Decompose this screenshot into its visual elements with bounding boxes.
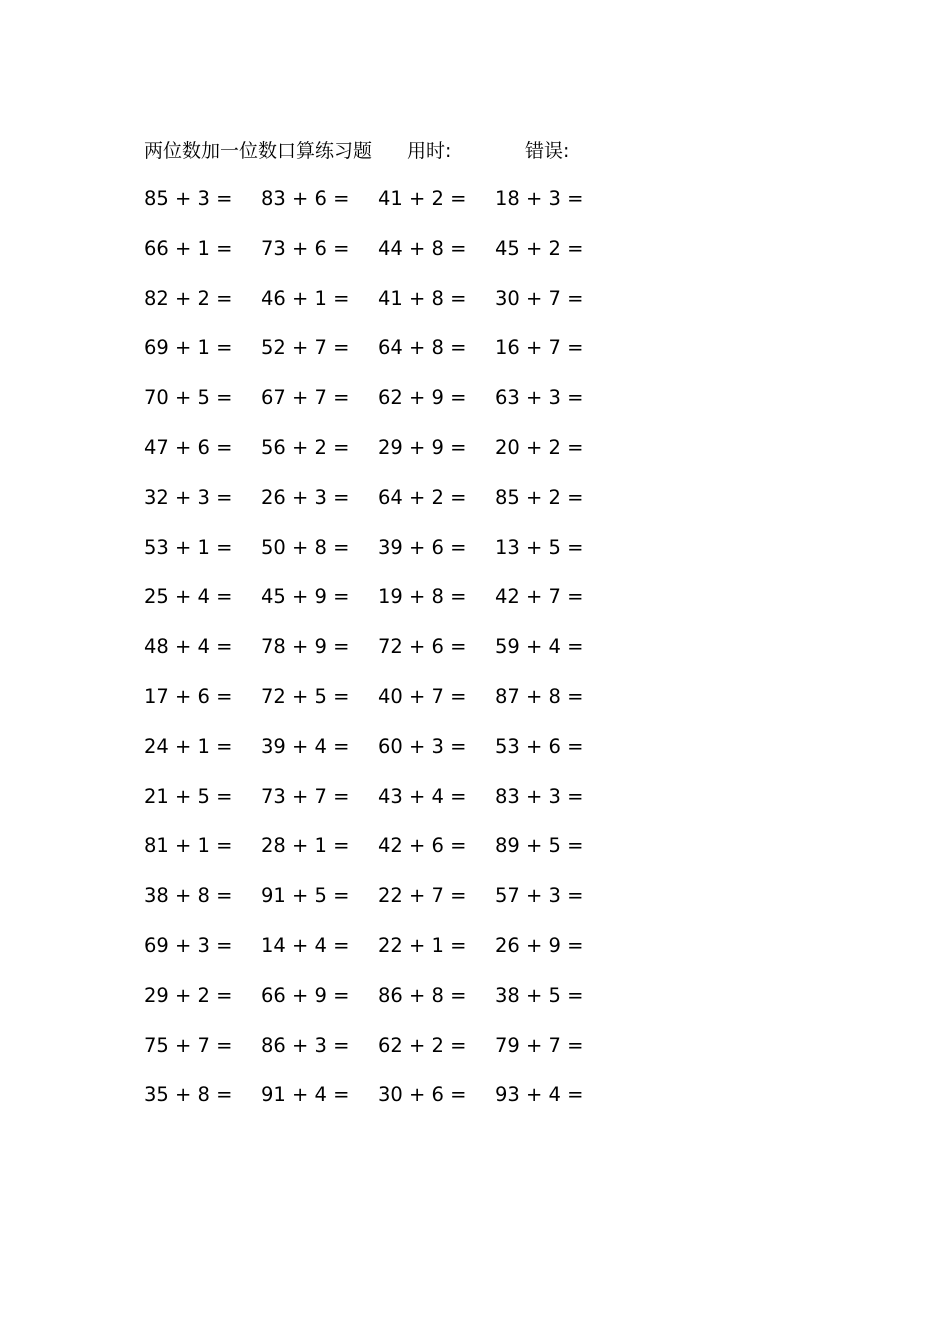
problem-row	[144, 933, 624, 983]
problem-row	[144, 186, 624, 236]
problem-item: 66 + 9 =	[261, 983, 350, 1007]
problem-item: 13 + 5 =	[495, 535, 584, 559]
problem-item: 60 + 3 =	[378, 734, 467, 758]
problem-item: 41 + 2 =	[378, 187, 467, 210]
problem-item: 73 + 6 =	[261, 236, 350, 260]
problem-item: 57 + 3 =	[495, 884, 584, 908]
problem-item: 53 + 6 =	[495, 734, 584, 758]
problem-item: 16 + 7 =	[495, 336, 584, 360]
problem-item: 69 + 1 =	[144, 336, 233, 360]
problem-item: 45 + 2 =	[495, 236, 584, 260]
problem-item: 43 + 4 =	[378, 784, 467, 808]
problem-row	[144, 535, 624, 585]
problem-row	[144, 335, 624, 385]
problem-item: 35 + 8 =	[144, 1083, 233, 1107]
problem-item: 42 + 6 =	[378, 834, 467, 858]
problem-row	[144, 1082, 624, 1132]
problem-item: 26 + 3 =	[261, 485, 350, 509]
problem-item: 28 + 1 =	[261, 834, 350, 858]
problem-item: 64 + 2 =	[378, 485, 467, 509]
problem-grid	[144, 186, 624, 1132]
problem-item: 62 + 2 =	[378, 1033, 467, 1057]
problem-item: 48 + 4 =	[144, 635, 233, 659]
page-title: 两位数加一位数口算练习题	[144, 140, 373, 162]
problem-item: 22 + 1 =	[378, 933, 467, 957]
problem-item: 38 + 5 =	[495, 983, 584, 1007]
problem-item: 26 + 9 =	[495, 933, 584, 957]
problem-item: 75 + 7 =	[144, 1033, 233, 1057]
problem-item: 39 + 6 =	[378, 535, 467, 559]
problem-row	[144, 385, 624, 435]
problem-item: 91 + 5 =	[261, 884, 350, 908]
problem-item: 72 + 5 =	[261, 684, 350, 708]
problem-item: 24 + 1 =	[144, 734, 233, 758]
problem-item: 21 + 5 =	[144, 784, 233, 808]
problem-row	[144, 833, 624, 883]
problem-item: 29 + 2 =	[144, 983, 233, 1007]
time-label: 用时:	[407, 140, 452, 162]
problem-item: 41 + 8 =	[378, 286, 467, 310]
problem-item: 53 + 1 =	[144, 535, 233, 559]
problem-item: 87 + 8 =	[495, 684, 584, 708]
problem-row	[144, 734, 624, 784]
problem-item: 44 + 8 =	[378, 236, 467, 260]
problem-item: 32 + 3 =	[144, 485, 233, 509]
problem-row	[144, 584, 624, 634]
problem-item: 40 + 7 =	[378, 684, 467, 708]
problem-item: 50 + 8 =	[261, 535, 350, 559]
problem-item: 69 + 3 =	[144, 933, 233, 957]
problem-item: 22 + 7 =	[378, 884, 467, 908]
problem-row	[144, 684, 624, 734]
problem-item: 79 + 7 =	[495, 1033, 584, 1057]
problem-row	[144, 634, 624, 684]
problem-item: 83 + 3 =	[495, 784, 584, 808]
problem-item: 93 + 4 =	[495, 1083, 584, 1107]
problem-row	[144, 983, 624, 1033]
problem-item: 86 + 8 =	[378, 983, 467, 1007]
problem-item: 38 + 8 =	[144, 884, 233, 908]
problem-item: 14 + 4 =	[261, 933, 350, 957]
problem-item: 81 + 1 =	[144, 834, 233, 858]
problem-item: 30 + 6 =	[378, 1083, 467, 1107]
problem-item: 30 + 7 =	[495, 286, 584, 310]
problem-item: 25 + 4 =	[144, 585, 233, 609]
problem-item: 59 + 4 =	[495, 635, 584, 659]
problem-item: 45 + 9 =	[261, 585, 350, 609]
problem-item: 29 + 9 =	[378, 435, 467, 459]
problem-item: 78 + 9 =	[261, 635, 350, 659]
problem-row	[144, 435, 624, 485]
problem-item: 83 + 6 =	[261, 187, 350, 210]
problem-item: 20 + 2 =	[495, 435, 584, 459]
errors-label: 错误:	[525, 140, 570, 162]
problem-item: 52 + 7 =	[261, 336, 350, 360]
problem-row	[144, 784, 624, 834]
problem-item: 62 + 9 =	[378, 386, 467, 410]
problem-item: 82 + 2 =	[144, 286, 233, 310]
problem-item: 91 + 4 =	[261, 1083, 350, 1107]
problem-item: 63 + 3 =	[495, 386, 584, 410]
problem-row	[144, 236, 624, 286]
problem-item: 39 + 4 =	[261, 734, 350, 758]
problem-item: 66 + 1 =	[144, 236, 233, 260]
problem-item: 64 + 8 =	[378, 336, 467, 360]
problem-item: 17 + 6 =	[144, 684, 233, 708]
problem-item: 42 + 7 =	[495, 585, 584, 609]
problem-item: 70 + 5 =	[144, 386, 233, 410]
problem-item: 18 + 3 =	[495, 187, 584, 210]
problem-item: 72 + 6 =	[378, 635, 467, 659]
problem-item: 46 + 1 =	[261, 286, 350, 310]
problem-item: 85 + 2 =	[495, 485, 584, 509]
problem-item: 56 + 2 =	[261, 435, 350, 459]
problem-item: 85 + 3 =	[144, 187, 233, 210]
problem-item: 73 + 7 =	[261, 784, 350, 808]
problem-row	[144, 883, 624, 933]
problem-item: 86 + 3 =	[261, 1033, 350, 1057]
problem-item: 89 + 5 =	[495, 834, 584, 858]
problem-item: 67 + 7 =	[261, 386, 350, 410]
problem-item: 19 + 8 =	[378, 585, 467, 609]
problem-row	[144, 286, 624, 336]
problem-item: 47 + 6 =	[144, 435, 233, 459]
problem-row	[144, 485, 624, 535]
problem-row	[144, 1033, 624, 1083]
